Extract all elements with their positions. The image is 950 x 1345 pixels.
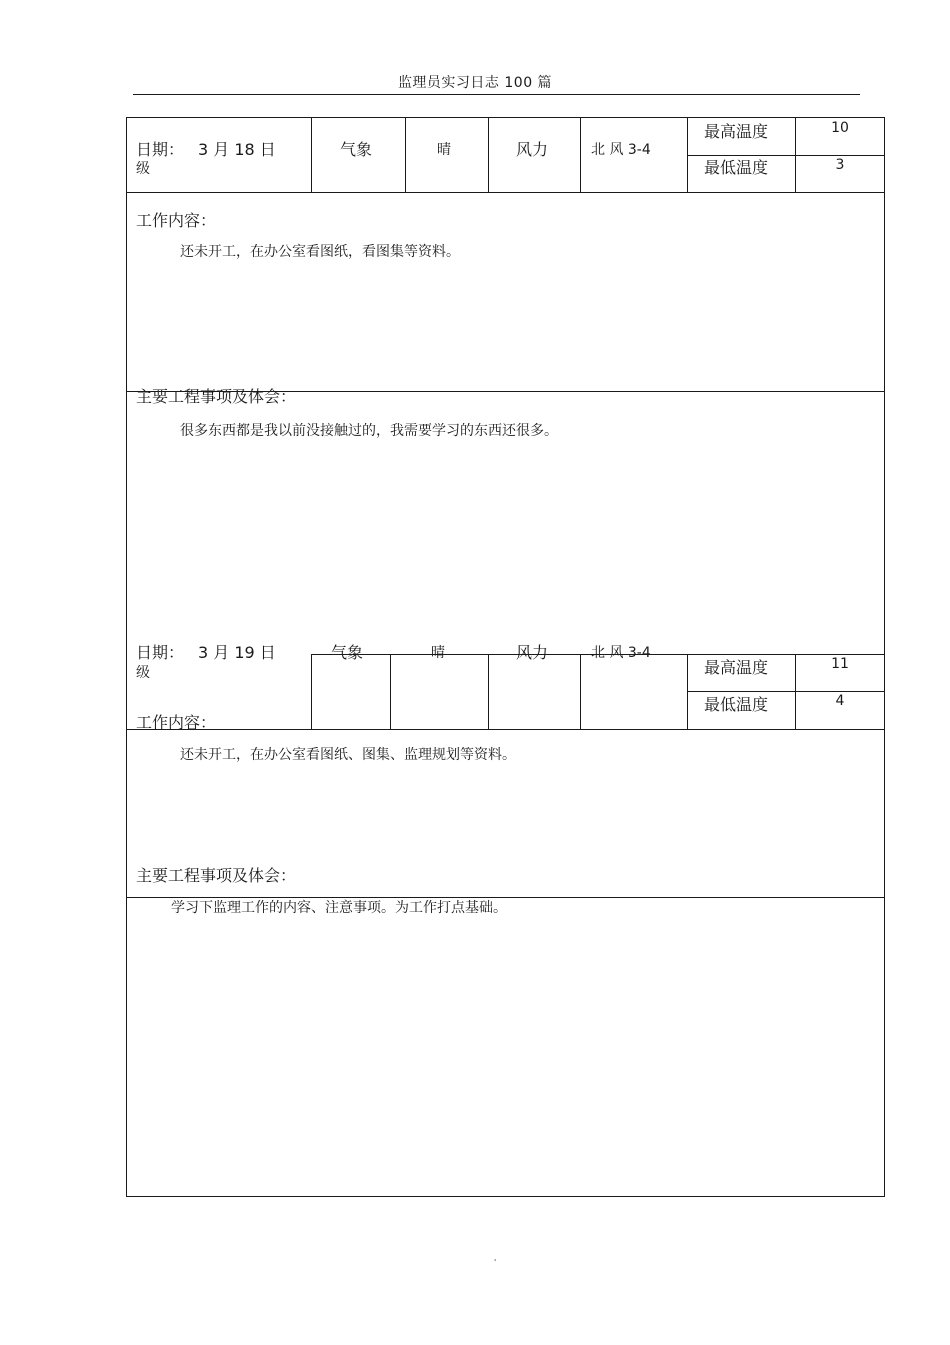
header-rule (133, 94, 860, 95)
entry1-col-divider (405, 117, 406, 193)
max-temp-label: 最高温度 (704, 122, 769, 141)
date-value: 3 月 18 日 (198, 140, 276, 159)
entry1-col-divider (311, 117, 312, 193)
table-border-right (884, 117, 885, 1197)
work-content-text: 还未开工，在办公室看图纸、图集、监理规划等资料。 (180, 747, 516, 763)
work-content-text: 还未开工，在办公室看图纸，看图集等资料。 (180, 244, 460, 260)
max-temp-value: 10 (831, 120, 849, 136)
table-border-top (126, 117, 885, 118)
page-mark: ' (494, 1258, 497, 1267)
work-content-label: 工作内容： (136, 211, 217, 230)
wind-value: 北 风 3-4 (591, 142, 651, 158)
min-temp-value: 3 (835, 157, 845, 173)
date-label: 日期： (136, 643, 185, 662)
entry1-header-bottom (126, 192, 885, 193)
max-temp-label: 最高温度 (704, 658, 769, 677)
wind-label: 风力 (516, 140, 549, 159)
date-label: 日期： (136, 140, 185, 159)
weather-label: 气象 (340, 140, 373, 159)
weather-label: 气象 (331, 643, 364, 662)
notes-text: 学习下监理工作的内容、注意事项。为工作打点基础。 (171, 900, 507, 916)
entry2-header-bottom (126, 729, 885, 730)
entry2-col-divider (580, 654, 581, 730)
min-temp-value: 4 (835, 693, 845, 709)
document-title: 监理员实习日志 100 篇 (397, 75, 553, 91)
work-content-label: 工作内容： (136, 713, 217, 732)
wind-value: 北 风 3-4 (591, 645, 651, 661)
max-temp-value: 11 (831, 656, 849, 672)
min-temp-label: 最低温度 (704, 695, 769, 714)
notes-label: 主要工程事项及体会： (136, 387, 297, 406)
date-value: 3 月 19 日 (198, 643, 276, 662)
entry2-col-divider (311, 654, 312, 730)
entry1-col-divider (488, 117, 489, 193)
level-label: 级 (136, 665, 150, 681)
notes-label: 主要工程事项及体会： (136, 866, 297, 885)
entry2-col-divider (488, 654, 489, 730)
entry2-col-divider (390, 654, 391, 730)
table-border-bottom (126, 1196, 885, 1197)
notes-text: 很多东西都是我以前没接触过的，我需要学习的东西还很多。 (180, 423, 558, 439)
level-label: 级 (136, 161, 150, 177)
table-border-left (126, 117, 127, 1197)
entry1-col-divider (580, 117, 581, 193)
min-temp-label: 最低温度 (704, 158, 769, 177)
entry2-col-divider (687, 654, 688, 730)
weather-value: 晴 (431, 645, 445, 661)
weather-value: 晴 (437, 142, 451, 158)
wind-label: 风力 (516, 643, 549, 662)
